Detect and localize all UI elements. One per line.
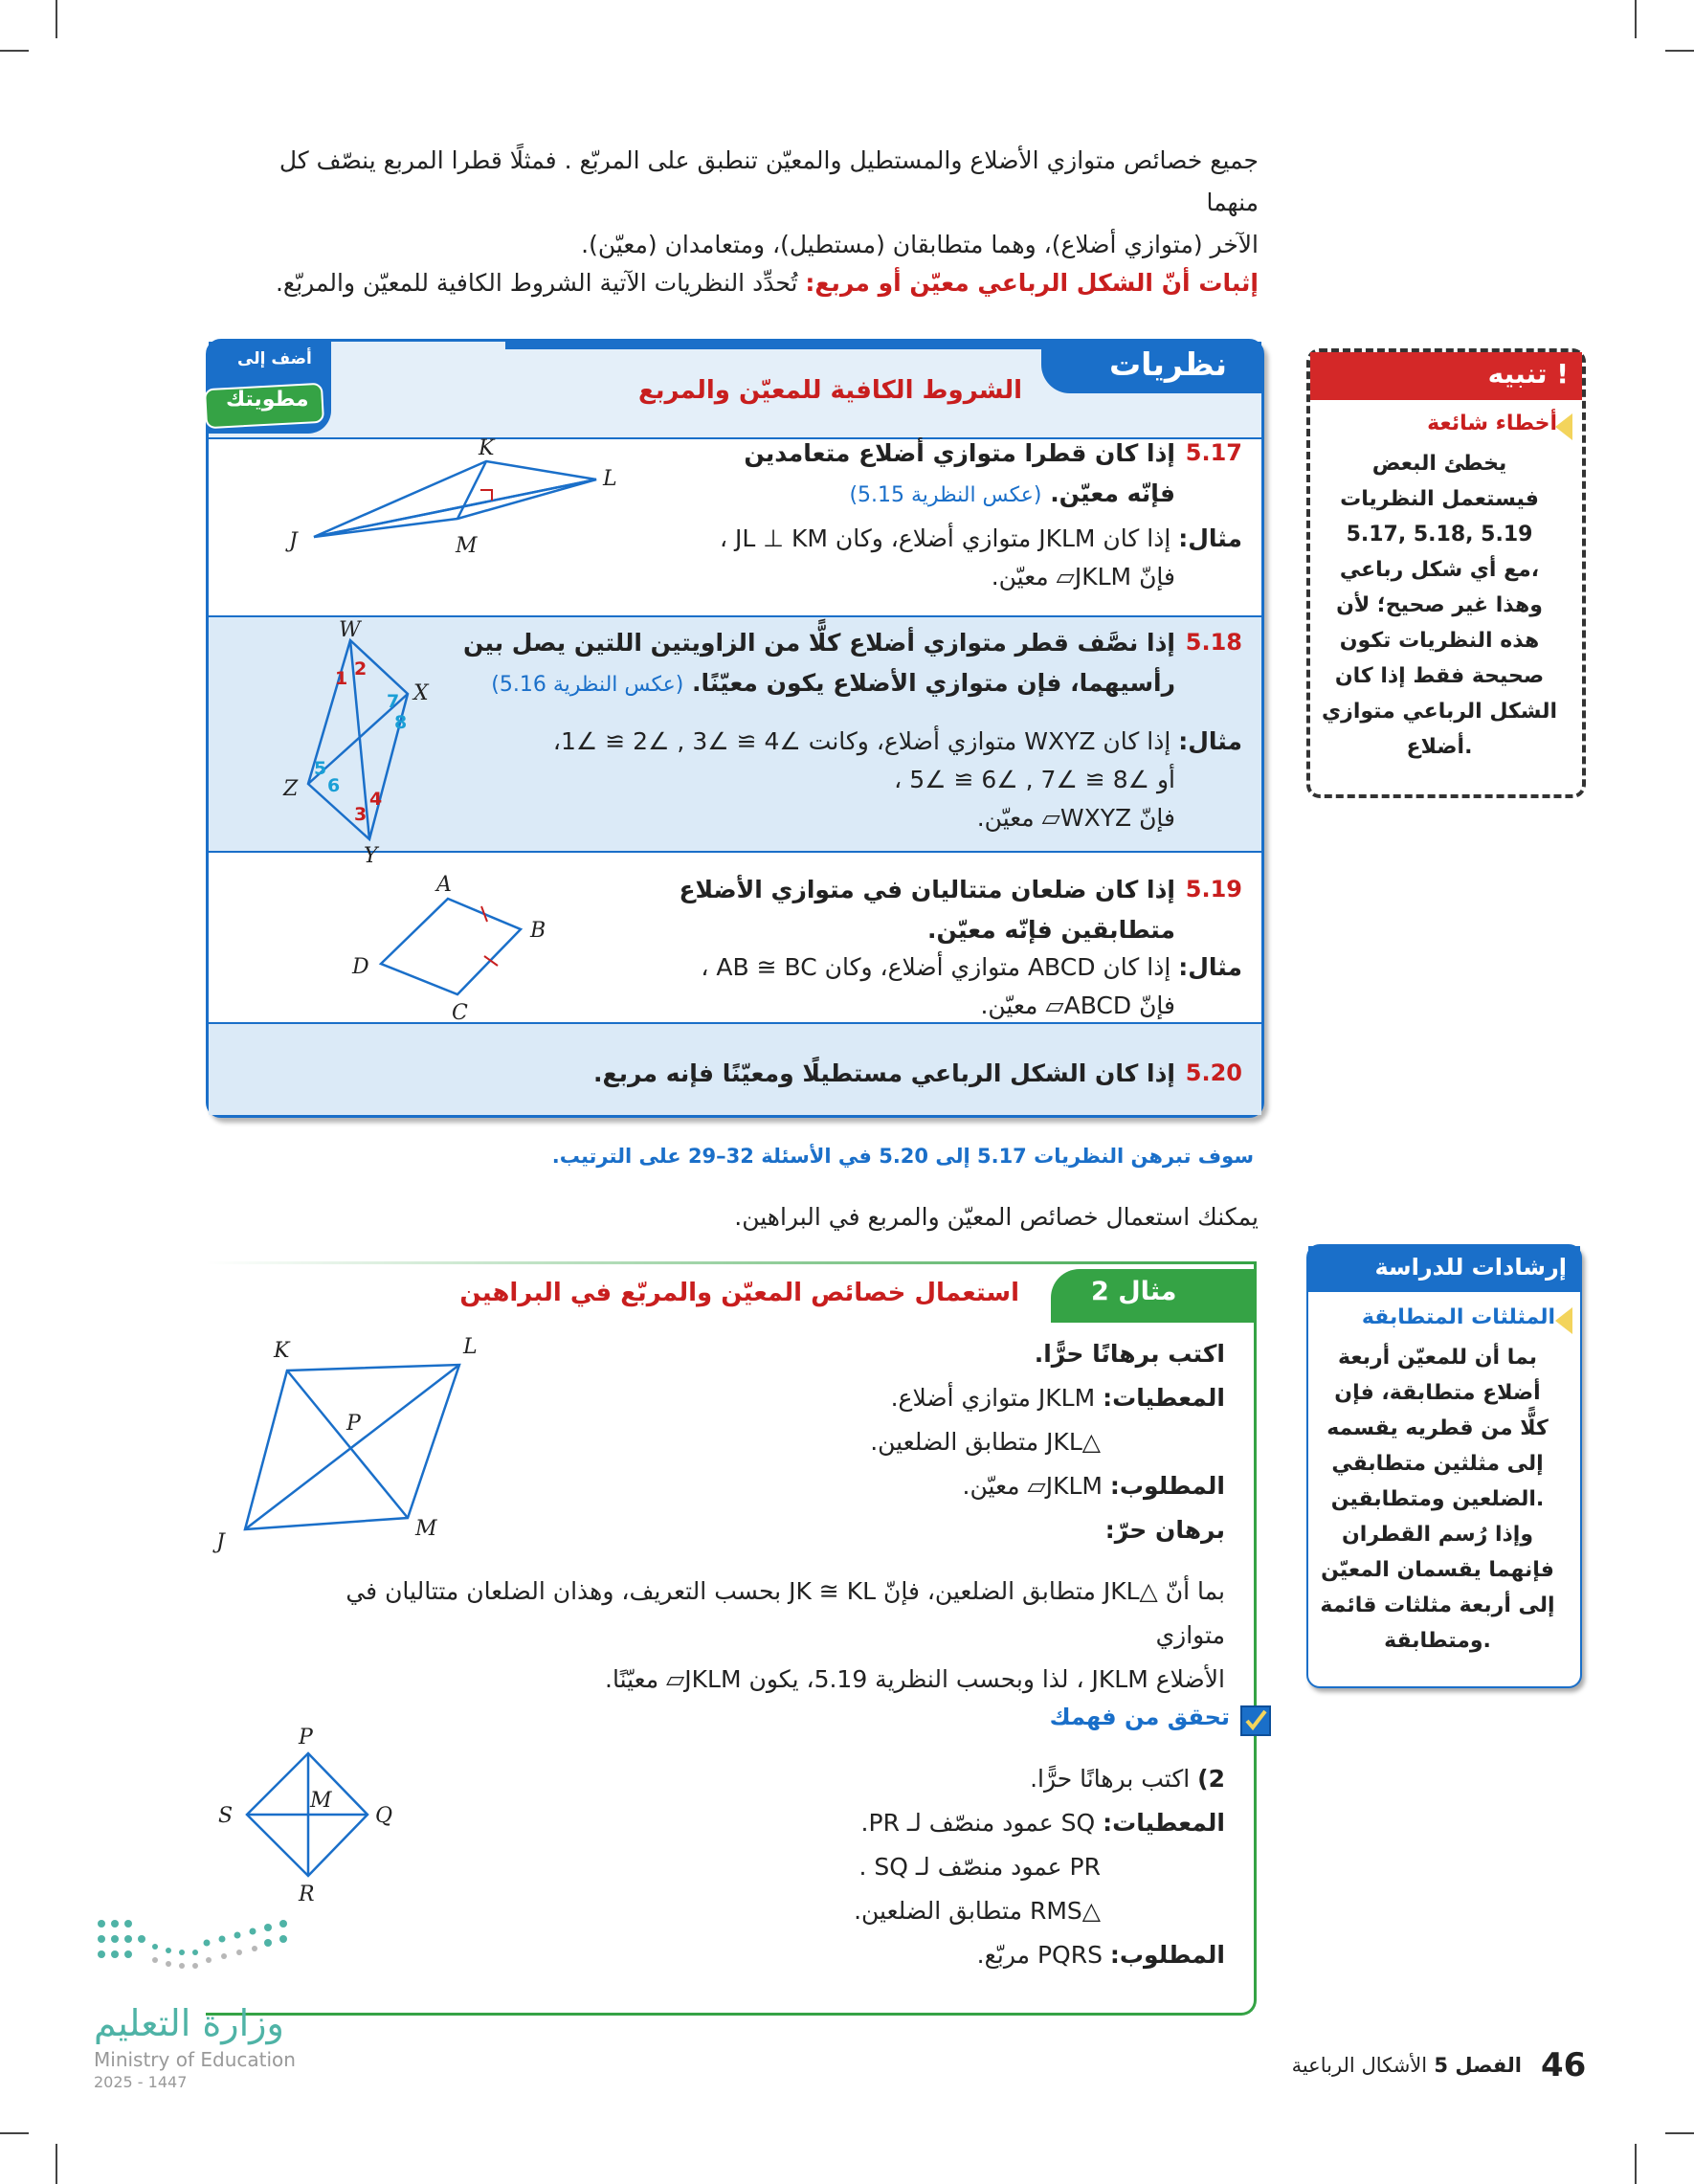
vertex-label-m: M (415, 1517, 437, 1541)
warning-line-2: فيستعمل النظريات (1340, 487, 1539, 511)
theorem-number-5-17: 5.17 (1185, 439, 1242, 466)
theorem-5-18-example-line-3: فإنّ WXYZ▱ معيّن. (976, 804, 1175, 832)
warning-subtitle: أخطاء شائعة (1427, 412, 1557, 435)
proof-intro (230, 262, 1259, 304)
theorem-5-19-example-line-2: فإنّ ABCD▱ معيّن. (980, 992, 1175, 1019)
warning-line-1: يخطئ البعض (1371, 452, 1507, 476)
vertex-label-w: W (339, 618, 361, 642)
vertex-label-c: C (452, 1001, 468, 1025)
theorem-5-18-line-2: رأسيهما، فإن متوازي الأضلاع يكون معيّنًا. (692, 669, 1175, 697)
study-line-4: إلى مثلثين متطابقي (1331, 1452, 1544, 1476)
example2-proof-line-2: الأضلاع JKLM ، لذا وبحسب النظرية 5.19، يكون JKLM▱ معيّنًا. (605, 1665, 1225, 1693)
vertex-label-l: L (463, 1335, 478, 1359)
study-line-8: إلى أربعة مثلثات قائمة (1320, 1593, 1555, 1617)
warning-box (1306, 348, 1586, 798)
ministry-name-ar: وزارة التعليم (94, 2002, 284, 2044)
check-prove-label: المطلوب: (1109, 1941, 1225, 1969)
theorem-5-18-example-label: مثال: (1178, 727, 1242, 755)
warning-line-7: صحيحة فقط إذا كان (1334, 664, 1545, 688)
theorem-5-17-line-1: إذا كان قطرا متوازي أضلاع متعامدين (744, 439, 1175, 467)
ministry-logo-dots-icon (92, 1914, 302, 1991)
angle-label-2: 2 (354, 658, 368, 680)
vertex-label-s: S (218, 1804, 234, 1828)
example2-given-1: JKLM متوازي أضلاع. (890, 1384, 1096, 1412)
check-given-3: △RMS متطابق الضلعين. (854, 1897, 1101, 1925)
study-box (1306, 1244, 1582, 1688)
check-question-number: 2) (1197, 1765, 1225, 1793)
theorems-subtitle: الشروط الكافية للمعيّن والمربع (637, 376, 1022, 405)
theorem-5-17-example-line-1: إذا كان JKLM متوازي أضلاع، وكان JL ⊥ KM ، (720, 524, 1171, 552)
vertex-label-m: M (456, 534, 478, 558)
vertex-label-y: Y (364, 844, 378, 868)
vertex-label-k: K (274, 1339, 290, 1363)
check-given-2: PR عمود منصّف لـ SQ . (858, 1853, 1101, 1881)
theorem-number-5-19: 5.19 (1185, 876, 1242, 903)
theorem-5-17-line-2: فإنّه معيّن. (1050, 479, 1175, 507)
angle-label-8: 8 (394, 712, 408, 733)
figure-check-pqrs (211, 1723, 421, 1914)
vertex-label-m: M (310, 1789, 332, 1813)
theorem-5-19-example-line-1: إذا كان ABCD متوازي أضلاع، وكان AB ≅ BC ، (701, 953, 1171, 981)
figure-rhombus-wxyz (247, 617, 534, 868)
use-note: يمكنك استعمال خصائص المعيّن والمربع في البراهين. (734, 1203, 1259, 1231)
figure-rhombus-abcd (247, 858, 630, 1025)
example2-badge: مثال 2 (1091, 1277, 1177, 1306)
vertex-label-j: J (289, 529, 298, 553)
study-line-2: أضلاع متطابقة، فإن (1334, 1381, 1541, 1405)
page-number: 46 (1541, 2046, 1587, 2084)
check-given-label: المعطيات: (1103, 1809, 1225, 1837)
check-given-1: SQ عمود منصّف لـ PR. (860, 1809, 1096, 1837)
vertex-label-b: B (530, 919, 546, 943)
example2-prove: JKLM▱ معيّن. (962, 1472, 1103, 1500)
theorems-title: نظريات (1108, 345, 1227, 383)
check-instruction: اكتب برهانًا حرًّا. (1030, 1765, 1191, 1793)
study-subtitle: المثلثات المتطابقة (1361, 1305, 1555, 1329)
chapter-footer (1148, 2054, 1522, 2077)
study-line-5: الضلعين ومتطابقين. (1330, 1487, 1545, 1511)
example2-title: استعمال خصائص المعيّن والمربّع في البراهين (459, 1279, 1019, 1307)
warning-line-4: مع أي شكل رباعي، (1339, 558, 1540, 582)
angle-label-6: 6 (327, 775, 341, 796)
proof-heading: إثبات أنّ الشكل الرباعي معيّن أو مربع: (805, 269, 1259, 297)
check-title: تحقق من فهمك (1049, 1704, 1230, 1730)
vertex-label-z: Z (283, 777, 299, 801)
ministry-year: 2025 - 1447 (94, 2073, 188, 2091)
study-title: إرشادات للدراسة (1374, 1254, 1567, 1281)
theorem-5-19-line-1: إذا كان ضلعان متتاليان في متوازي الأضلاع (679, 876, 1175, 903)
check-prove: PQRS مربّع. (976, 1941, 1103, 1969)
vertex-label-p: P (299, 1726, 313, 1749)
example2-prove-label: المطلوب: (1109, 1472, 1225, 1500)
theorem-number-5-20: 5.20 (1185, 1059, 1242, 1086)
example2-given-2: △JKL متطابق الضلعين. (870, 1428, 1101, 1456)
theorem-5-18-line-1: إذا نصَّف قطر متوازي أضلاع كلًّا من الزاويتين اللتين يصل بين (463, 629, 1175, 657)
warning-title: تنبيه ! (1487, 358, 1569, 390)
theorem-5-18-example-line-2: أو ∠8 ≅ ∠7 , ∠6 ≅ ∠5 ، (894, 766, 1175, 793)
example2-proof-line-1: بما أنّ △JKL متطابق الضلعين، فإنّ JK ≅ KL بحسب التعريف، وهذان الضلعان متتاليان في متوازي (345, 1577, 1225, 1649)
angle-label-1: 1 (335, 668, 348, 689)
proof-heading-text: تُحدِّد النظريات الآتية الشروط الكافية للمعيّن والمربّع. (275, 269, 798, 297)
vertex-label-r: R (299, 1883, 315, 1906)
example2-proof-label: برهان حرّ: (1104, 1516, 1225, 1544)
warning-line-5: وهذا غير صحيح؛ لأن (1336, 593, 1543, 617)
warning-line-6: هذه النظريات تكون (1339, 629, 1540, 653)
example2-instruction: اكتب برهانًا حرًّا. (1034, 1340, 1225, 1368)
warning-line-9: أضلاع. (1406, 735, 1473, 759)
theorem-5-18-ref: (عكس النظرية 5.16) (491, 673, 684, 697)
chapter-number: الفصل 5 (1434, 2054, 1522, 2077)
proof-note: سوف تبرهن النظريات 5.17 إلى 5.20 في الأسئلة 32–29 على الترتيب. (551, 1145, 1254, 1168)
example2-given-label: المعطيات: (1103, 1384, 1225, 1412)
vertex-label-k: K (479, 436, 495, 460)
theorem-5-17-ref: (عكس النظرية 5.15) (849, 483, 1042, 507)
vertex-label-d: D (352, 955, 369, 979)
vertex-label-a: A (436, 873, 452, 897)
vertex-label-q: Q (375, 1804, 393, 1828)
figure-example2-jklm (211, 1323, 536, 1562)
angle-label-7: 7 (387, 691, 400, 712)
theorems-box (206, 339, 1264, 1118)
figure-kite-jklm (247, 437, 821, 610)
study-line-3: كلًّا من قطريه يقسمه (1326, 1416, 1549, 1440)
chapter-title: الأشكال الرباعية (1291, 2054, 1428, 2077)
theorem-5-19-line-2: متطابقين فإنّه معيّن. (926, 916, 1175, 944)
vertex-label-x: X (413, 681, 429, 705)
theorem-5-20-line-1: إذا كان الشكل الرباعي مستطيلًا ومعيّنًا فإنه مربع. (593, 1059, 1175, 1087)
angle-label-3: 3 (354, 804, 368, 825)
study-line-6: وإذا رُسم القطران (1342, 1523, 1533, 1547)
theorem-number-5-18: 5.18 (1185, 629, 1242, 656)
theorem-5-17-example-label: مثال: (1178, 524, 1242, 552)
intro-line-1: جميع خصائص متوازي الأضلاع والمستطيل والمعيّن تنطبق على المربّع . فمثلًا قطرا المربع ينصّف كل منهما (279, 146, 1259, 216)
intro-line-2: الآخر (متوازي أضلاع)، وهما متطابقان (مستطيل)، ومتعامدان (معيّن). (581, 231, 1259, 258)
angle-label-5: 5 (314, 758, 327, 779)
vertex-label-p: P (346, 1412, 361, 1436)
study-line-7: فإنهما يقسمان المعيّن (1321, 1558, 1554, 1582)
foldable-label: مطويتك (226, 388, 309, 412)
warning-line-3: 5.17, 5.18, 5.19 (1346, 523, 1533, 546)
theorem-5-19-example-label: مثال: (1178, 953, 1242, 981)
theorem-5-17-example-line-2: فإنّ JKLM▱ معيّن. (991, 563, 1175, 591)
angle-label-4: 4 (369, 789, 383, 810)
check-icon (1240, 1705, 1271, 1736)
vertex-label-j: J (216, 1530, 225, 1554)
theorem-5-18-example-line-1: إذا كان WXYZ متوازي أضلاع، وكانت ∠4 ≅ ∠3 , ∠2 ≅ ∠1، (552, 727, 1171, 755)
study-line-1: بما أن للمعيّن أربعة (1338, 1346, 1537, 1370)
warning-line-8: الشكل الرباعي متوازي (1322, 700, 1557, 724)
study-line-9: ومتطابقة. (1384, 1629, 1491, 1653)
ministry-name-en: Ministry of Education (94, 2048, 296, 2071)
vertex-label-l: L (603, 467, 617, 491)
foldable-top: أضف إلى (237, 349, 312, 368)
